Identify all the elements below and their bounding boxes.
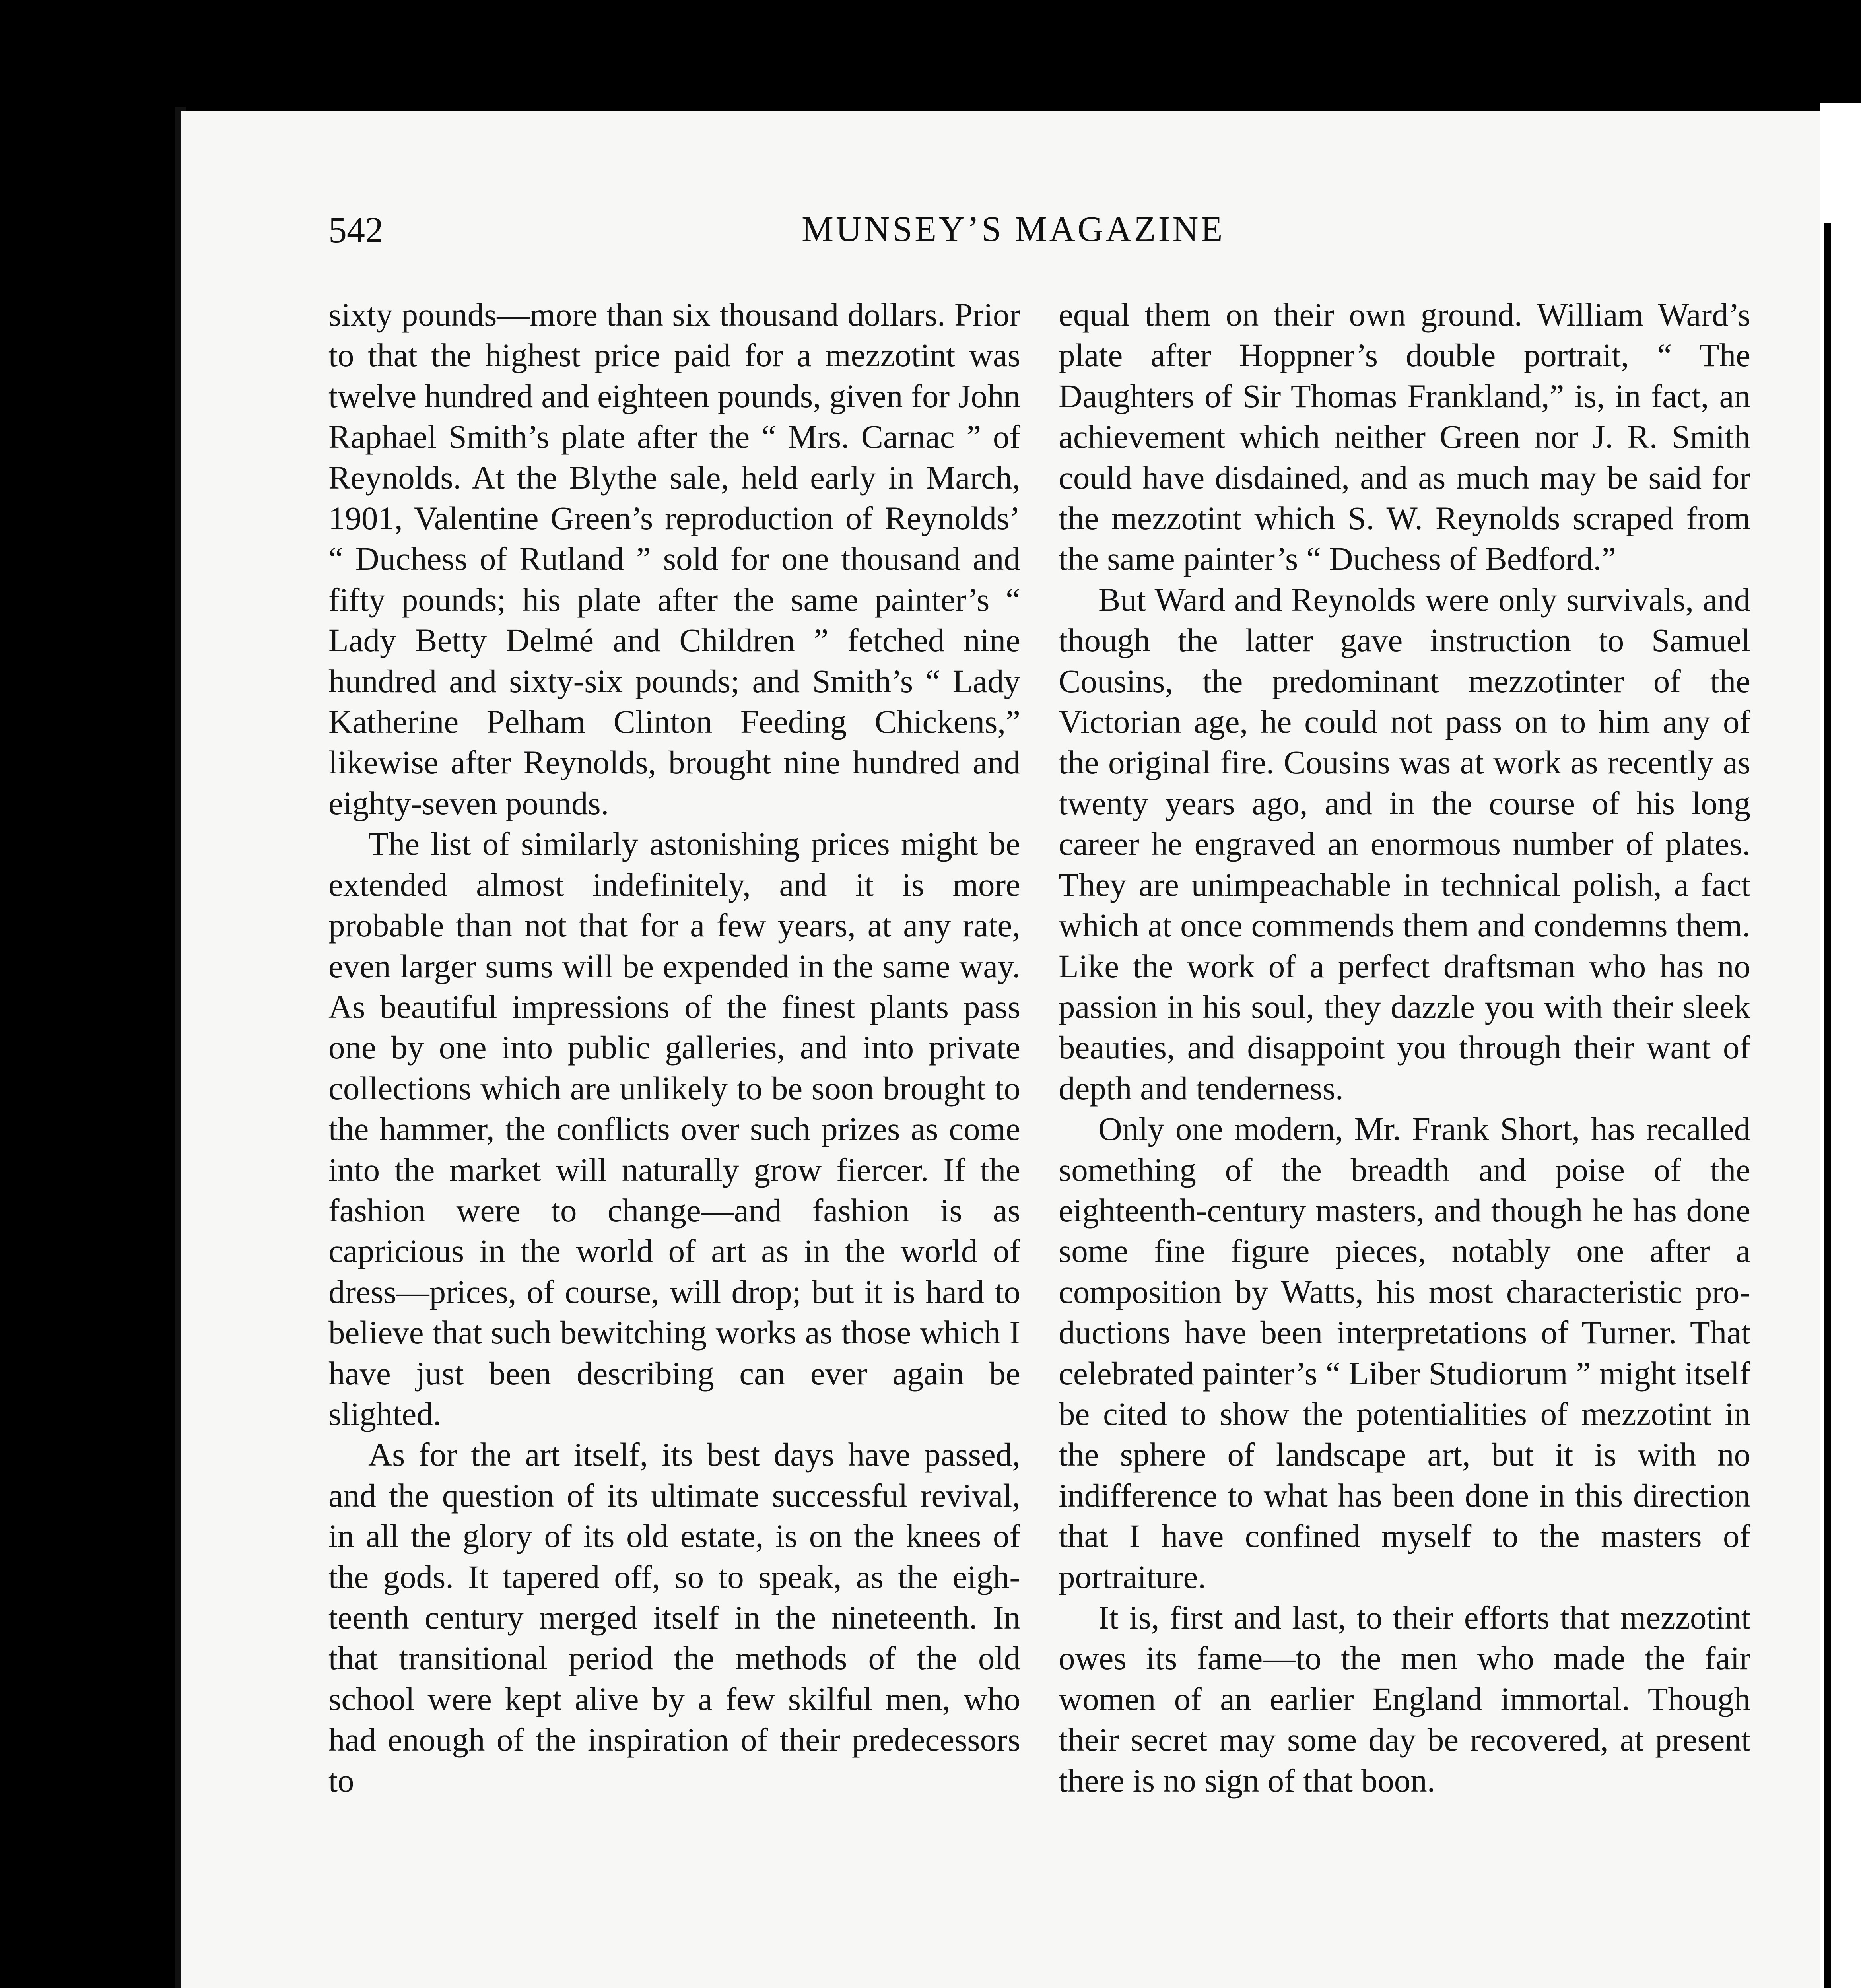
magazine-title: MUNSEY’S MAGAZINE [802, 210, 1225, 249]
paragraph: equal them on their own ground. William Ward’s plate after Hoppner’s double portrait, “ The Daughters of Sir Thomas Frankland,” is, in fact, an achievement which neither Green nor J. R. Smith could have disdained, and as much may be said for the mezzotint which S. W. Reynolds scraped from the same painter’s “ Duchess of Bedford.” [1059, 296, 1750, 577]
running-header [328, 209, 1521, 256]
paragraph: As for the art itself, its best days have passed, and the question of its ultimate successful revival, in all the glory of its old estate, is on the knees of the gods. It tapered off, so to speak, as the eighteenth century merged itself in the nineteenth. In that transitional period the methods of the old school were kept alive by a few skilful men, who had enough of the inspiration of their predecessors to [328, 1436, 1020, 1799]
paragraph: It is, first and last, to their efforts that mezzotint owes its fame—to the men who made the fair women of an earlier England immortal. Though their secret may some day be recovered, at present there is no sign of that boon. [1059, 1599, 1750, 1799]
paragraph: sixty pounds—more than six thousand dollars. Prior to that the highest price paid for a mezzotint was twelve hundred and eighteen pounds, given for John Raphael Smith’s plate after the “ Mrs. Carnac ” of Reynolds. At the Blythe sale, held early in March, 1901, Valentine Green’s reproduction of Reynolds’ “ Duchess of Rutland ” sold for one thousand and fifty pounds; his plate after the same painter’s “ Lady Betty Delmé and Children ” fetched nine hundred and sixty-six pounds; and Smith’s “ Lady Katherine Pelham Clinton Feeding Chickens,” likewise after Reynolds, brought nine hundred and eighty-seven pounds. [328, 296, 1020, 821]
right-column [1059, 294, 1750, 1801]
left-column [328, 294, 1020, 1801]
adjacent-page-strip [1820, 103, 1861, 1988]
binding-shadow [1824, 223, 1831, 1988]
paragraph: The list of similarly astonishing prices might be extended almost indefinitely, and it is more probable than not that for a few years, at any rate, even larger sums will be expended in the same way. As beautiful impressions of the finest plants pass one by one into public galleries, and into private collections which are unlikely to be soon brought to the hammer, the conflicts over such prizes as come into the market will naturally grow fiercer. If the fashion were to change—and fashion is as capricious in the world of art as in the world of dress—prices, of course, will drop; but it is hard to believe that such bewitching works as those which I have just been describing can ever again be slighted. [328, 825, 1020, 1432]
paragraph: But Ward and Reynolds were only survivals, and though the latter gave instruction to Samuel Cousins, the predominant mezzotinter of the Victorian age, he could not pass on to him any of the original fire. Cousins was at work as recently as twenty years ago, and in the course of his long career he engraved an enormous number of plates. They are unimpeachable in technical polish, a fact which at once commends them and condemns them. Like the work of a perfect draftsman who has no passion in his soul, they dazzle you with their sleek beauties, and disappoint you through their want of depth and tenderness. [1059, 581, 1750, 1107]
page-number: 542 [328, 210, 383, 250]
paragraph: Only one modern, Mr. Frank Short, has recalled something of the breadth and poise of the eighteenth-century masters, and though he has done some fine figure pieces, notably one after a composition by Watts, his most characteristic productions have been interpretations of Turner. That celebrated painter’s “ Liber Studiorum ” might itself be cited to show the potentialities of mezzotint in the sphere of landscape art, but it is with no indifference to what has been done in this direction that I have confined myself to the masters of portraiture. [1059, 1110, 1750, 1595]
